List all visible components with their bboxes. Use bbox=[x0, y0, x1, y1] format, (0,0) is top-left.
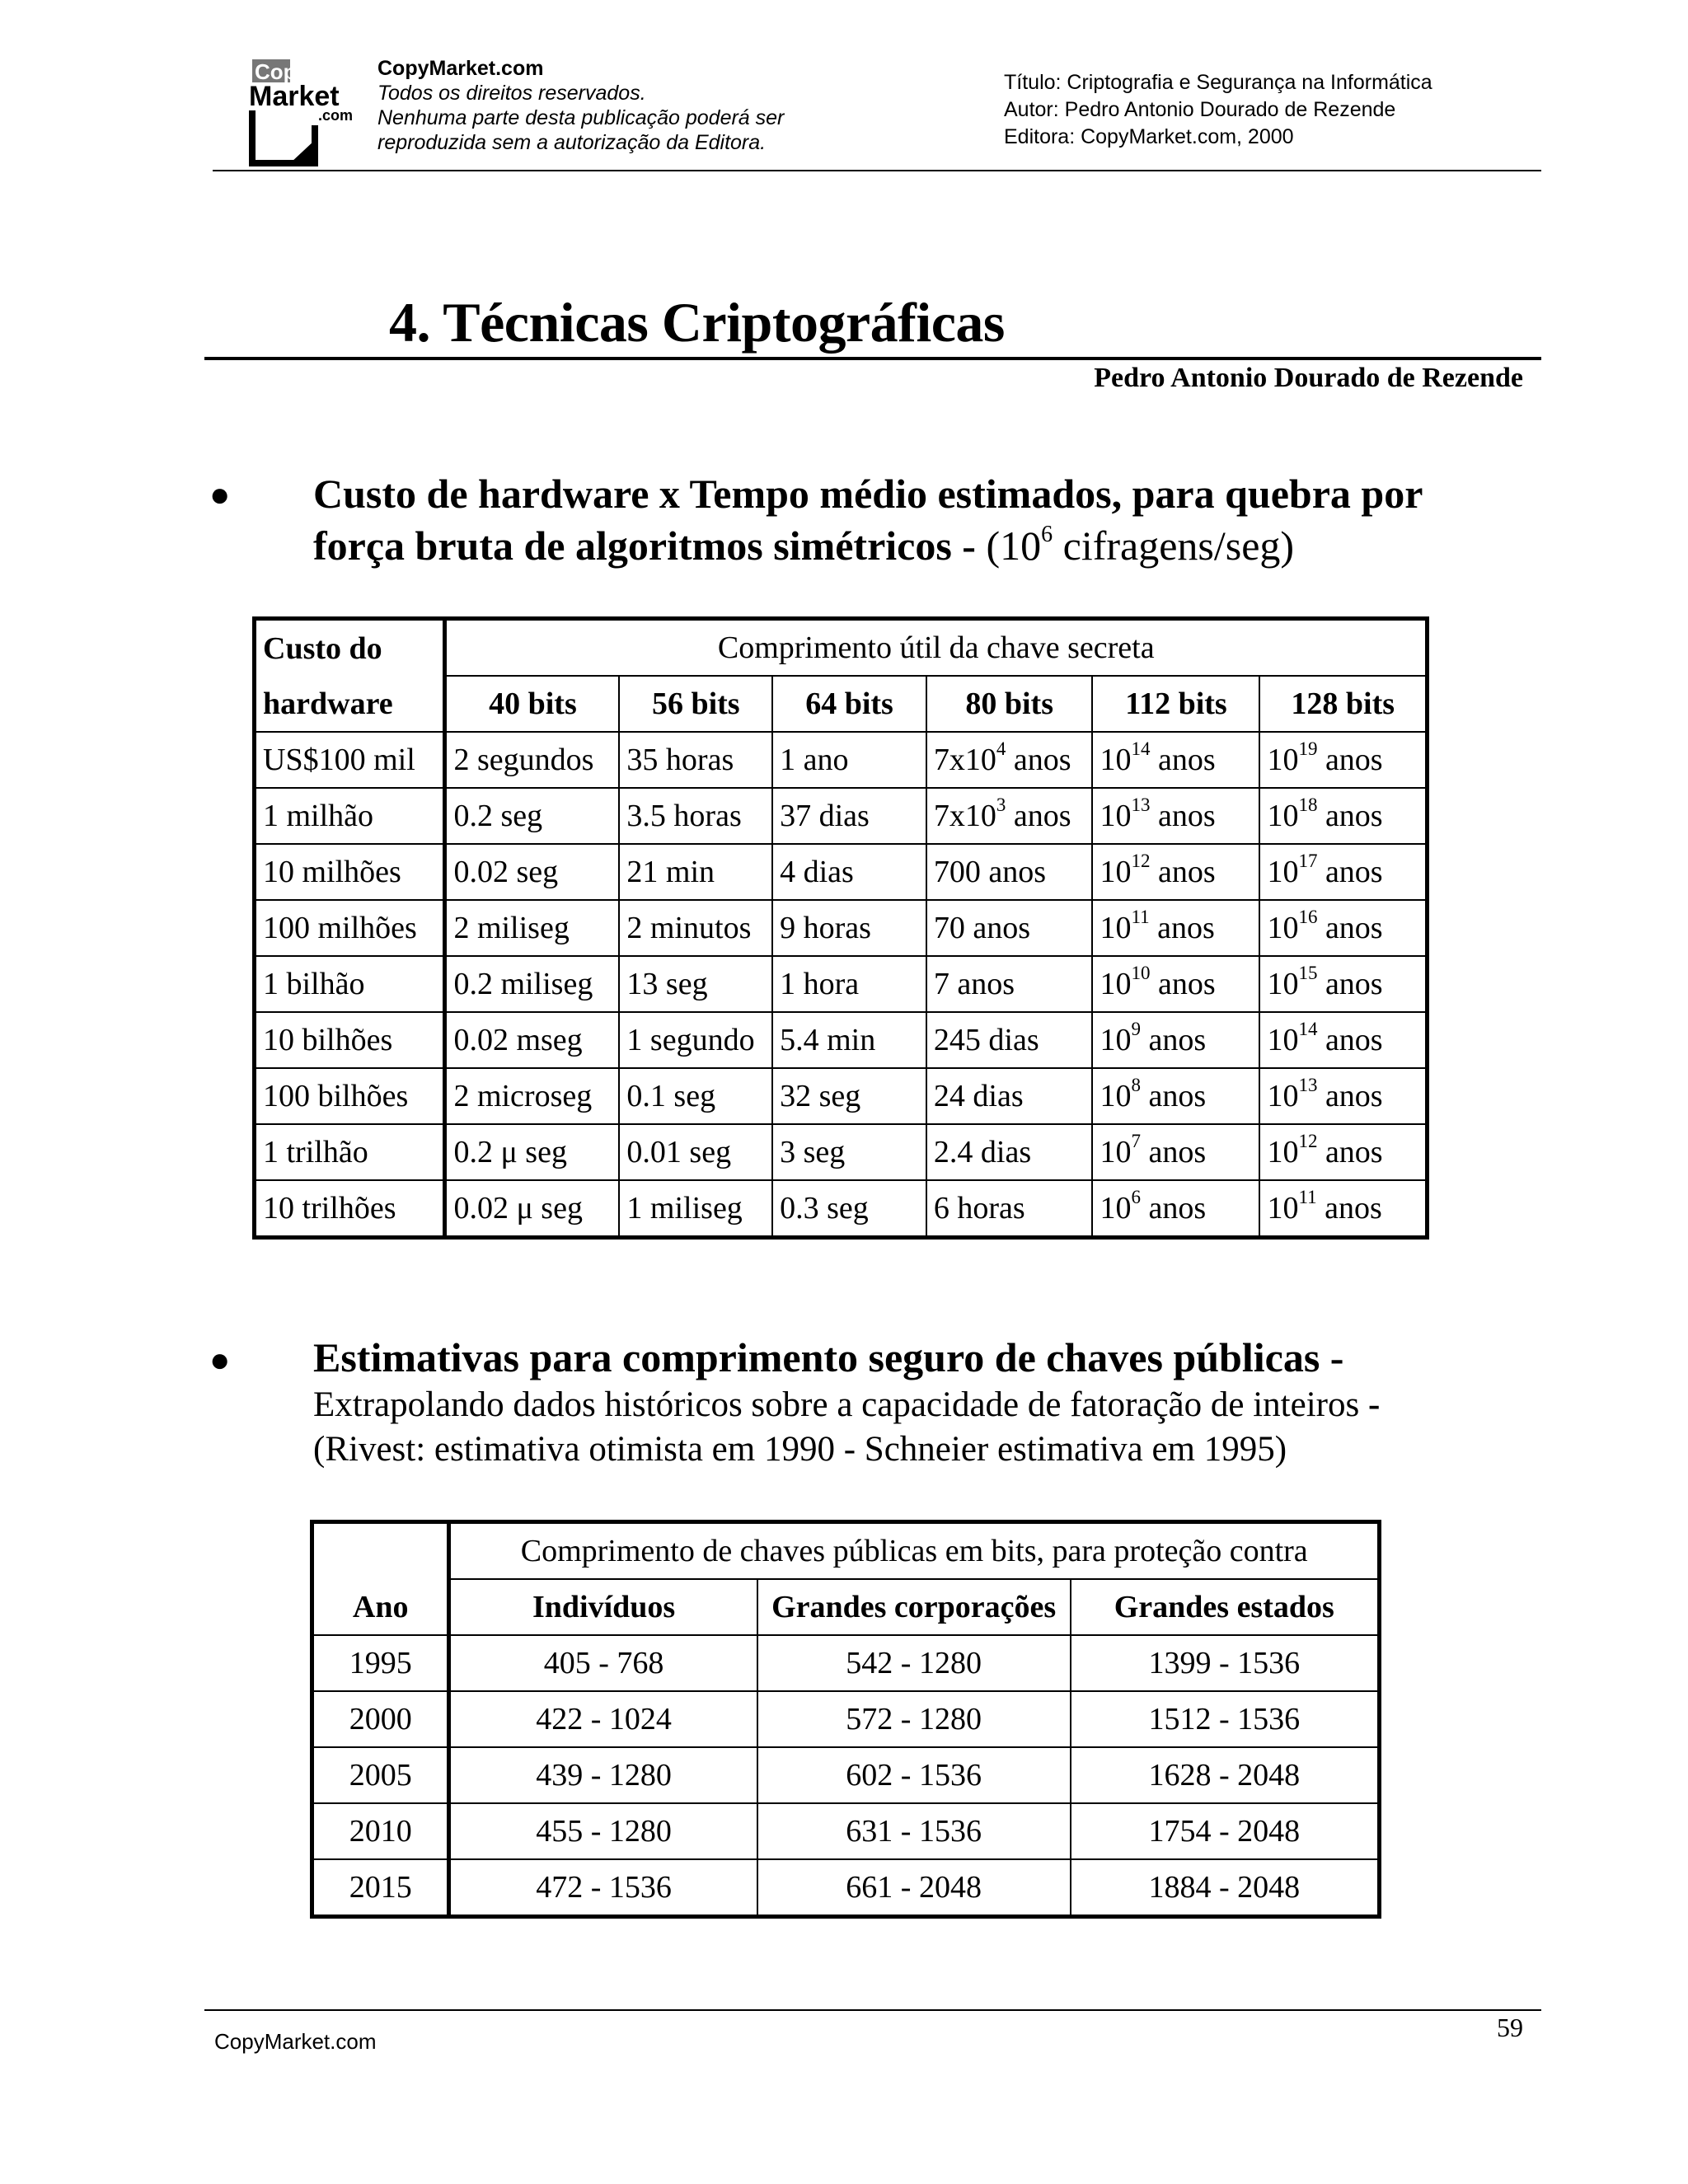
rights-line-3: reproduzida sem a autorização da Editora. bbox=[377, 131, 767, 154]
time-cell: 0.02 seg bbox=[445, 844, 619, 900]
time-base: 2.4 dias bbox=[933, 1135, 1032, 1169]
time-base: 6 horas bbox=[933, 1191, 1025, 1226]
time-unit: anos bbox=[1317, 743, 1383, 777]
time-cell bbox=[1092, 1012, 1259, 1068]
time-base: 10 bbox=[1100, 743, 1132, 777]
time-exponent: 11 bbox=[1131, 907, 1150, 927]
time-exponent: 16 bbox=[1298, 907, 1318, 927]
time-cell bbox=[1259, 900, 1427, 956]
column-header: 80 bits bbox=[926, 676, 1093, 732]
corporations-cell: 661 - 2048 bbox=[757, 1859, 1071, 1917]
corporations-cell: 602 - 1536 bbox=[757, 1747, 1071, 1803]
time-cell bbox=[1092, 732, 1259, 788]
time-cell: 0.2 μ seg bbox=[445, 1124, 619, 1180]
section1-heading-line2 bbox=[313, 520, 1423, 572]
column-header: Grandes corporações bbox=[757, 1579, 1071, 1635]
time-unit: anos bbox=[1150, 855, 1216, 889]
time-cell: 9 horas bbox=[772, 900, 926, 956]
time-exponent: 14 bbox=[1131, 738, 1151, 759]
time-cell bbox=[926, 1012, 1093, 1068]
time-cell bbox=[926, 844, 1093, 900]
public-key-length-table bbox=[310, 1520, 1381, 1919]
bullet-1: ● bbox=[209, 476, 231, 514]
individuals-cell: 405 - 768 bbox=[449, 1635, 757, 1691]
book-title-line: Título: Criptografia e Segurança na Informática bbox=[1004, 71, 1432, 94]
time-unit: anos bbox=[1140, 1023, 1207, 1057]
individuals-cell: 472 - 1536 bbox=[449, 1859, 757, 1917]
time-unit: anos bbox=[1317, 911, 1383, 945]
table-row bbox=[255, 956, 1428, 1012]
time-cell bbox=[926, 956, 1093, 1012]
time-cell bbox=[1092, 1180, 1259, 1238]
time-base: 10 bbox=[1267, 1135, 1299, 1169]
time-cell: 2 segundos bbox=[445, 732, 619, 788]
time-cell: 0.02 mseg bbox=[445, 1012, 619, 1068]
logo-market-text: Market bbox=[249, 81, 340, 112]
time-cell: 32 seg bbox=[772, 1068, 926, 1124]
time-base: 10 bbox=[1267, 1079, 1299, 1113]
states-cell: 1628 - 2048 bbox=[1071, 1747, 1380, 1803]
time-cell bbox=[1092, 844, 1259, 900]
time-cell: 3 seg bbox=[772, 1124, 926, 1180]
time-cell bbox=[1259, 844, 1427, 900]
time-unit: anos bbox=[1316, 1191, 1382, 1226]
time-cell bbox=[926, 1068, 1093, 1124]
time-cell: 1 ano bbox=[772, 732, 926, 788]
individuals-cell: 422 - 1024 bbox=[449, 1691, 757, 1747]
table-row bbox=[312, 1747, 1380, 1803]
section2-heading: Estimativas para comprimento seguro de chaves públicas - bbox=[313, 1334, 1344, 1380]
time-cell bbox=[1092, 788, 1259, 844]
time-cell: 37 dias bbox=[772, 788, 926, 844]
time-cell bbox=[1259, 788, 1427, 844]
table-row bbox=[312, 1803, 1380, 1859]
table-row bbox=[255, 844, 1428, 900]
column-header: Indivíduos bbox=[449, 1579, 757, 1635]
rights-line-2: Nenhuma parte desta publicação poderá ser bbox=[377, 106, 785, 129]
table-row bbox=[255, 1068, 1428, 1124]
states-cell: 1884 - 2048 bbox=[1071, 1859, 1380, 1917]
time-base: 10 bbox=[1267, 1023, 1299, 1057]
symmetric-cost-table-body bbox=[255, 732, 1428, 1238]
column-header: 128 bits bbox=[1259, 676, 1427, 732]
time-cell: 2 microseg bbox=[445, 1068, 619, 1124]
time-unit: anos bbox=[1006, 743, 1071, 777]
time-base: 7 anos bbox=[933, 967, 1015, 1001]
states-cell: 1754 - 2048 bbox=[1071, 1803, 1380, 1859]
time-base: 7x10 bbox=[933, 799, 996, 833]
time-cell bbox=[926, 1180, 1093, 1238]
corporations-cell: 572 - 1280 bbox=[757, 1691, 1071, 1747]
states-cell: 1512 - 1536 bbox=[1071, 1691, 1380, 1747]
time-unit: anos bbox=[1140, 1135, 1207, 1169]
table-row bbox=[255, 1180, 1428, 1238]
time-cell bbox=[926, 788, 1093, 844]
time-base: 245 dias bbox=[933, 1023, 1039, 1057]
time-exponent: 12 bbox=[1131, 851, 1151, 871]
time-exponent: 7 bbox=[1131, 1131, 1141, 1151]
time-cell bbox=[926, 900, 1093, 956]
section1-rate-prefix: (10 bbox=[975, 523, 1042, 569]
time-base: 10 bbox=[1267, 743, 1299, 777]
time-base: 10 bbox=[1100, 1191, 1132, 1226]
time-unit: anos bbox=[1317, 799, 1383, 833]
page-number: 59 bbox=[1497, 2013, 1523, 2042]
table-row bbox=[255, 1012, 1428, 1068]
year-header: Ano bbox=[312, 1579, 449, 1635]
book-metadata bbox=[1004, 69, 1432, 151]
publisher-notice bbox=[377, 56, 784, 155]
symmetric-cost-table bbox=[252, 616, 1429, 1240]
section2-subtitle-line1 bbox=[313, 1383, 1380, 1427]
hardware-cost-cell: 1 milhão bbox=[255, 788, 445, 844]
time-unit: anos bbox=[1149, 911, 1215, 945]
time-cell bbox=[1259, 1068, 1427, 1124]
time-cell: 0.02 μ seg bbox=[445, 1180, 619, 1238]
corporations-cell: 631 - 1536 bbox=[757, 1803, 1071, 1859]
time-cell: 35 horas bbox=[619, 732, 772, 788]
section2-subtitle-text: Extrapolando dados históricos sobre a capacidade de fatoração de inteiros bbox=[313, 1385, 1360, 1424]
hardware-cost-cell: 100 bilhões bbox=[255, 1068, 445, 1124]
section1-rate-exponent: 6 bbox=[1041, 522, 1053, 547]
section2-subtitle bbox=[313, 1383, 1380, 1472]
time-cell: 1 segundo bbox=[619, 1012, 772, 1068]
time-cell bbox=[1259, 732, 1427, 788]
time-cell: 21 min bbox=[619, 844, 772, 900]
time-exponent: 14 bbox=[1298, 1019, 1318, 1039]
hardware-cost-cell: 100 milhões bbox=[255, 900, 445, 956]
cost-header-line1: Custo do bbox=[255, 619, 445, 677]
time-cell: 0.3 seg bbox=[772, 1180, 926, 1238]
table-row bbox=[255, 788, 1428, 844]
individuals-cell: 455 - 1280 bbox=[449, 1803, 757, 1859]
time-base: 24 dias bbox=[933, 1079, 1024, 1113]
time-cell: 2 minutos bbox=[619, 900, 772, 956]
time-cell bbox=[1259, 1012, 1427, 1068]
time-base: 7x10 bbox=[933, 743, 996, 777]
protection-group-header: Comprimento de chaves públicas em bits, para proteção contra bbox=[449, 1522, 1380, 1580]
year-header-spacer bbox=[312, 1522, 449, 1580]
table-row bbox=[312, 1691, 1380, 1747]
time-exponent: 13 bbox=[1298, 1075, 1318, 1095]
chapter-author: Pedro Antonio Dourado de Rezende bbox=[1094, 363, 1523, 393]
hardware-cost-cell: 1 trilhão bbox=[255, 1124, 445, 1180]
section2-subtitle-dash: - bbox=[1359, 1385, 1381, 1424]
publisher-site: CopyMarket.com bbox=[377, 57, 544, 80]
time-cell bbox=[926, 1124, 1093, 1180]
time-base: 700 anos bbox=[933, 855, 1047, 889]
chapter-title: 4. Técnicas Criptográficas bbox=[389, 291, 1005, 354]
rights-line-1: Todos os direitos reservados. bbox=[377, 82, 646, 105]
time-unit: anos bbox=[1150, 743, 1216, 777]
time-cell bbox=[1092, 1124, 1259, 1180]
hardware-cost-cell: 1 bilhão bbox=[255, 956, 445, 1012]
time-base: 10 bbox=[1100, 1135, 1132, 1169]
title-divider bbox=[204, 357, 1541, 360]
hardware-cost-cell: 10 bilhões bbox=[255, 1012, 445, 1068]
time-unit: anos bbox=[1317, 1079, 1383, 1113]
table-row bbox=[255, 900, 1428, 956]
time-cell: 5.4 min bbox=[772, 1012, 926, 1068]
section1-heading-line1: Custo de hardware x Tempo médio estimados, para quebra por bbox=[313, 471, 1423, 517]
time-cell: 0.1 seg bbox=[619, 1068, 772, 1124]
logo-copy-text: Copy bbox=[255, 59, 308, 84]
time-cell bbox=[926, 732, 1093, 788]
time-base: 10 bbox=[1100, 911, 1132, 945]
time-exponent: 3 bbox=[996, 794, 1006, 815]
individuals-cell: 439 - 1280 bbox=[449, 1747, 757, 1803]
column-header: 40 bits bbox=[445, 676, 619, 732]
time-unit: anos bbox=[1317, 967, 1383, 1001]
time-base: 10 bbox=[1100, 855, 1132, 889]
time-exponent: 10 bbox=[1131, 963, 1151, 983]
time-base: 10 bbox=[1100, 1023, 1132, 1057]
time-unit: anos bbox=[1006, 799, 1071, 833]
time-exponent: 18 bbox=[1298, 794, 1318, 815]
time-exponent: 12 bbox=[1298, 1131, 1318, 1151]
time-cell: 4 dias bbox=[772, 844, 926, 900]
corporations-cell: 542 - 1280 bbox=[757, 1635, 1071, 1691]
time-cell: 0.01 seg bbox=[619, 1124, 772, 1180]
time-cell bbox=[1259, 1124, 1427, 1180]
time-cell bbox=[1259, 1180, 1427, 1238]
year-cell: 2000 bbox=[312, 1691, 449, 1747]
time-cell: 2 miliseg bbox=[445, 900, 619, 956]
section1-rate-suffix: cifragens/seg) bbox=[1053, 523, 1295, 569]
time-base: 70 anos bbox=[933, 911, 1031, 945]
time-unit: anos bbox=[1150, 799, 1216, 833]
time-exponent: 11 bbox=[1298, 1187, 1317, 1207]
time-base: 10 bbox=[1267, 911, 1299, 945]
section1-heading-bold: força bruta de algoritmos simétricos - bbox=[313, 523, 976, 569]
section1-heading bbox=[313, 468, 1423, 572]
time-cell: 0.2 seg bbox=[445, 788, 619, 844]
time-unit: anos bbox=[1317, 855, 1383, 889]
time-cell: 1 hora bbox=[772, 956, 926, 1012]
time-exponent: 17 bbox=[1298, 851, 1318, 871]
logo-com-text: .com bbox=[318, 107, 354, 124]
time-cell bbox=[1092, 956, 1259, 1012]
time-unit: anos bbox=[1150, 967, 1216, 1001]
time-base: 10 bbox=[1267, 855, 1299, 889]
column-header: 56 bits bbox=[619, 676, 772, 732]
time-base: 10 bbox=[1100, 1079, 1132, 1113]
hardware-cost-cell: US$100 mil bbox=[255, 732, 445, 788]
column-header: 64 bits bbox=[772, 676, 926, 732]
footer-site: CopyMarket.com bbox=[214, 2029, 377, 2054]
table-row bbox=[255, 1124, 1428, 1180]
time-exponent: 6 bbox=[1131, 1187, 1141, 1207]
column-header: 112 bits bbox=[1092, 676, 1259, 732]
time-cell: 1 miliseg bbox=[619, 1180, 772, 1238]
column-header: Grandes estados bbox=[1071, 1579, 1380, 1635]
time-unit: anos bbox=[1317, 1135, 1383, 1169]
time-cell bbox=[1092, 1068, 1259, 1124]
hardware-cost-cell: 10 trilhões bbox=[255, 1180, 445, 1238]
time-exponent: 19 bbox=[1298, 738, 1318, 759]
copymarket-logo bbox=[247, 54, 356, 170]
cost-header-line2: hardware bbox=[255, 676, 445, 732]
time-exponent: 8 bbox=[1131, 1075, 1141, 1095]
time-cell: 13 seg bbox=[619, 956, 772, 1012]
bullet-2: ● bbox=[209, 1342, 231, 1380]
time-exponent: 9 bbox=[1131, 1019, 1141, 1039]
time-cell: 0.2 miliseg bbox=[445, 956, 619, 1012]
states-cell: 1399 - 1536 bbox=[1071, 1635, 1380, 1691]
hardware-cost-cell: 10 milhões bbox=[255, 844, 445, 900]
time-cell bbox=[1092, 900, 1259, 956]
time-base: 10 bbox=[1267, 1191, 1299, 1226]
public-key-length-table-body bbox=[312, 1635, 1380, 1917]
table-row bbox=[312, 1859, 1380, 1917]
year-cell: 2015 bbox=[312, 1859, 449, 1917]
year-cell: 2005 bbox=[312, 1747, 449, 1803]
footer-divider bbox=[204, 2009, 1541, 2011]
book-publisher-line: Editora: CopyMarket.com, 2000 bbox=[1004, 125, 1294, 148]
year-cell: 1995 bbox=[312, 1635, 449, 1691]
time-unit: anos bbox=[1140, 1079, 1207, 1113]
time-exponent: 4 bbox=[996, 738, 1006, 759]
time-cell: 3.5 horas bbox=[619, 788, 772, 844]
time-base: 10 bbox=[1100, 967, 1132, 1001]
time-exponent: 15 bbox=[1298, 963, 1318, 983]
key-length-group-header: Comprimento útil da chave secreta bbox=[445, 619, 1428, 677]
logo-page-fold bbox=[290, 140, 315, 163]
table-row bbox=[312, 1635, 1380, 1691]
header-divider bbox=[213, 170, 1541, 171]
time-unit: anos bbox=[1317, 1023, 1383, 1057]
time-base: 10 bbox=[1100, 799, 1132, 833]
time-unit: anos bbox=[1140, 1191, 1207, 1226]
time-base: 10 bbox=[1267, 967, 1299, 1001]
time-base: 10 bbox=[1267, 799, 1299, 833]
year-cell: 2010 bbox=[312, 1803, 449, 1859]
time-cell bbox=[1259, 956, 1427, 1012]
table-row bbox=[255, 732, 1428, 788]
book-author-line: Autor: Pedro Antonio Dourado de Rezende bbox=[1004, 98, 1396, 121]
time-exponent: 13 bbox=[1131, 794, 1151, 815]
section2-subtitle-line2: (Rivest: estimativa otimista em 1990 - Schneier estimativa em 1995) bbox=[313, 1430, 1287, 1469]
